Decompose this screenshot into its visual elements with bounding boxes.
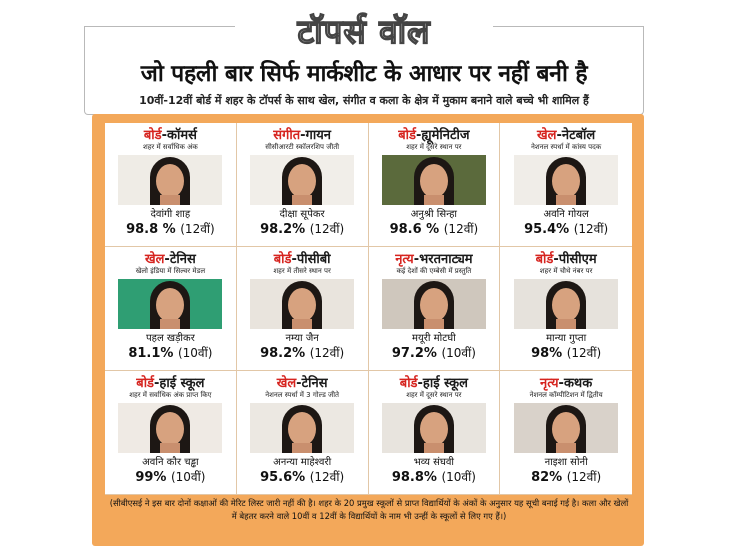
photo-neck: [160, 195, 180, 205]
student-name: देवांगी शाह: [150, 209, 191, 220]
card-title: [105, 376, 236, 391]
score-value: 98.6 %: [389, 222, 440, 237]
field-label: भरतनाट्यम: [419, 252, 473, 267]
title-dash: -: [417, 376, 423, 391]
topper-card: [500, 371, 632, 495]
score: [105, 469, 236, 486]
student-photo: [250, 403, 354, 453]
score: [237, 345, 368, 362]
photo-face: [420, 412, 448, 446]
footnote: (सीबीएसई ने इस बार दोनों कक्षाओं की मेरिट लिस्ट जारी नहीं की है। शहर के 20 प्रमुख स्कूलों से प्राप्त विद्यार्थियों के अंकों के अनुसार यह सूची बनाई गई है। कला और खेलों में बेहतर करने वाले 10वीं व 12वीं के विद्यार्थियों के नाम भी उन्हीं के स्कूलों से लिए गए हैं।): [109, 498, 629, 521]
student-name: अवनि गोयल: [543, 209, 589, 220]
student-photo: [514, 403, 618, 453]
title-dash: -: [291, 252, 297, 267]
student-name: अनुश्री सिन्हा: [410, 209, 458, 220]
photo-neck: [292, 195, 312, 205]
score-value: 98.2%: [260, 222, 306, 237]
class-label: (12वीं): [180, 222, 215, 236]
score-value: 81.1%: [128, 346, 174, 361]
photo-face: [288, 288, 316, 322]
card-title: [105, 128, 236, 143]
title-dash: -: [553, 252, 559, 267]
topper-card: [105, 247, 237, 371]
student-name: पहल खड़ीकर: [145, 333, 195, 344]
article-header: [84, 8, 644, 114]
topper-card: [237, 247, 369, 371]
photo-neck: [292, 443, 312, 453]
score-value: 97.2%: [391, 346, 437, 361]
field-label: कथक: [563, 376, 593, 391]
topper-card: [500, 247, 632, 371]
category-label: नृत्य: [395, 252, 414, 267]
achievement-note: शहर में चौथे नंबर पर: [539, 267, 593, 275]
score: [237, 469, 368, 486]
student-photo: [514, 279, 618, 329]
class-label: (12वीं): [566, 470, 602, 484]
class-label: (12वीं): [309, 222, 345, 236]
title-dash: -: [300, 128, 306, 143]
photo-face: [552, 412, 580, 446]
field-label: ह्यूमेनिटीज: [421, 128, 470, 143]
category-label: खेल: [144, 252, 165, 267]
category-label: बोर्ड: [399, 376, 418, 391]
student-name: नाइशा सोनी: [544, 457, 588, 468]
achievement-note: शहर में दूसरे स्थान पर: [406, 143, 462, 151]
field-label: पीसीबी: [296, 252, 331, 267]
card-title: [105, 252, 236, 267]
title-dash: -: [164, 252, 170, 267]
photo-neck: [160, 319, 180, 329]
score-value: 98.2%: [260, 346, 306, 361]
card-title: [237, 252, 368, 267]
title-dash: -: [154, 376, 160, 391]
student-name: मान्या गुप्ता: [546, 333, 587, 344]
photo-neck: [292, 319, 312, 329]
score-value: 98%: [531, 346, 563, 361]
score-value: 99%: [135, 470, 167, 485]
score: [369, 345, 500, 362]
achievement-note: शहर में तीसरे स्थान पर: [273, 267, 331, 275]
class-label: (10वीं): [441, 470, 476, 484]
card-title: [237, 128, 368, 143]
photo-neck: [556, 443, 576, 453]
class-label: (12वीं): [309, 470, 345, 484]
toppers-board: [92, 114, 644, 546]
category-label: खेल: [537, 128, 557, 143]
score-value: 98.8 %: [126, 222, 176, 237]
photo-face: [288, 412, 316, 446]
title-dash: -: [556, 128, 562, 143]
category-label: बोर्ड: [273, 252, 292, 267]
photo-face: [288, 164, 316, 198]
toppers-grid: [105, 123, 632, 495]
field-label: नेटबॉल: [561, 128, 596, 143]
photo-neck: [556, 195, 576, 205]
achievement-note: शहर में दूसरे स्थान पर: [406, 391, 462, 399]
photo-face: [420, 288, 448, 322]
category-label: खेल: [276, 376, 297, 391]
field-label: टेनिस: [301, 376, 328, 391]
topper-card: [105, 371, 237, 495]
achievement-note: नेशनल स्पर्धा में कांस्य पदक: [531, 143, 602, 151]
achievement-note: शहर में सर्वाधिक अंक प्राप्त किए: [129, 391, 212, 399]
topper-card: [237, 123, 369, 247]
field-label: गायन: [305, 128, 331, 143]
student-name: मयूरी मोटघी: [412, 333, 456, 344]
category-label: नृत्य: [540, 376, 559, 391]
class-label: (12वीं): [443, 222, 479, 236]
card-title: [369, 128, 500, 143]
field-label: पीसीएम: [558, 252, 597, 267]
score: [105, 345, 236, 362]
field-label: टेनिस: [169, 252, 196, 267]
student-photo: [382, 403, 486, 453]
student-photo: [382, 279, 486, 329]
card-title: [500, 128, 632, 143]
title-dash: -: [415, 128, 422, 143]
topper-card: [369, 247, 501, 371]
score: [369, 221, 500, 238]
photo-face: [420, 164, 448, 198]
photo-neck: [424, 319, 444, 329]
title-dash: -: [413, 252, 420, 267]
score: [500, 221, 632, 238]
title-dash: -: [161, 128, 167, 143]
topper-card: [237, 371, 369, 495]
student-photo: [514, 155, 618, 205]
student-photo: [250, 155, 354, 205]
student-name: दीक्षा सूपेकर: [279, 209, 325, 220]
class-label: (12वीं): [573, 222, 609, 236]
field-label: हाई स्कूल: [159, 376, 205, 391]
score: [500, 345, 632, 362]
student-photo: [118, 403, 222, 453]
achievement-note: खेलो इंडिया में सिल्वर मेडल: [135, 267, 206, 275]
class-label: (12वीं): [309, 346, 345, 360]
score-value: 95.4%: [524, 222, 570, 237]
headline: जो पहली बार सिर्फ मार्कशीट के आधार पर नहीं बनी है: [140, 61, 588, 87]
sub-headline: 10वीं-12वीं बोर्ड में शहर के टॉपर्स के साथ खेल, संगीत व कला के क्षेत्र में मुकाम बनाने वाले बच्चे भी शामिल हैं: [139, 94, 589, 107]
photo-face: [552, 164, 580, 198]
score: [500, 469, 632, 486]
student-name: भव्य संघवी: [413, 457, 454, 468]
student-name: अनन्या माहेश्वरी: [273, 457, 332, 468]
photo-neck: [424, 443, 444, 453]
score: [105, 221, 236, 238]
category-label: बोर्ड: [535, 252, 554, 267]
category-label: बोर्ड: [136, 376, 155, 391]
class-label: (10वीं): [441, 346, 476, 360]
title-dash: -: [558, 376, 564, 391]
photo-neck: [424, 195, 444, 205]
card-title: [237, 376, 368, 391]
student-name: नम्या जैन: [285, 333, 319, 344]
field-label: कॉमर्स: [166, 128, 197, 143]
card-title: [369, 376, 500, 391]
score-value: 82%: [531, 470, 563, 485]
score-value: 95.6%: [260, 470, 306, 485]
photo-face: [552, 288, 580, 322]
student-photo: [118, 155, 222, 205]
category-label: बोर्ड: [143, 128, 162, 143]
title-dash: -: [296, 376, 302, 391]
achievement-note: नेशनल स्पर्धा में 3 गोल्ड जीते: [265, 391, 340, 399]
section-kicker: टॉपर्स वॉल: [297, 12, 431, 51]
card-title: [500, 376, 632, 391]
student-name: अवनि कौर चड्ढा: [142, 457, 199, 468]
topper-card: [369, 123, 501, 247]
score: [237, 221, 368, 238]
class-label: (10वीं): [170, 470, 206, 484]
topper-card: [369, 371, 501, 495]
field-label: हाई स्कूल: [422, 376, 468, 391]
score-value: 98.8%: [391, 470, 437, 485]
photo-neck: [160, 443, 180, 453]
card-title: [500, 252, 632, 267]
achievement-note: नेशनल कॉम्पीटिशन में द्वितीय: [529, 391, 603, 399]
topper-card: [105, 123, 237, 247]
achievement-note: कई देशों की एम्बेसी में प्रस्तुति: [396, 267, 472, 275]
student-photo: [118, 279, 222, 329]
class-label: (12वीं): [566, 346, 602, 360]
photo-neck: [556, 319, 576, 329]
achievement-note: सीसीआरटी स्कॉलरशिप जीती: [265, 143, 340, 151]
category-label: बोर्ड: [398, 128, 416, 143]
student-photo: [382, 155, 486, 205]
card-title: [369, 252, 500, 267]
topper-card: [500, 123, 632, 247]
achievement-note: शहर में सर्वाधिक अंक: [142, 143, 198, 151]
student-photo: [250, 279, 354, 329]
score: [369, 469, 500, 486]
class-label: (10वीं): [177, 346, 213, 360]
category-label: संगीत: [273, 128, 301, 143]
